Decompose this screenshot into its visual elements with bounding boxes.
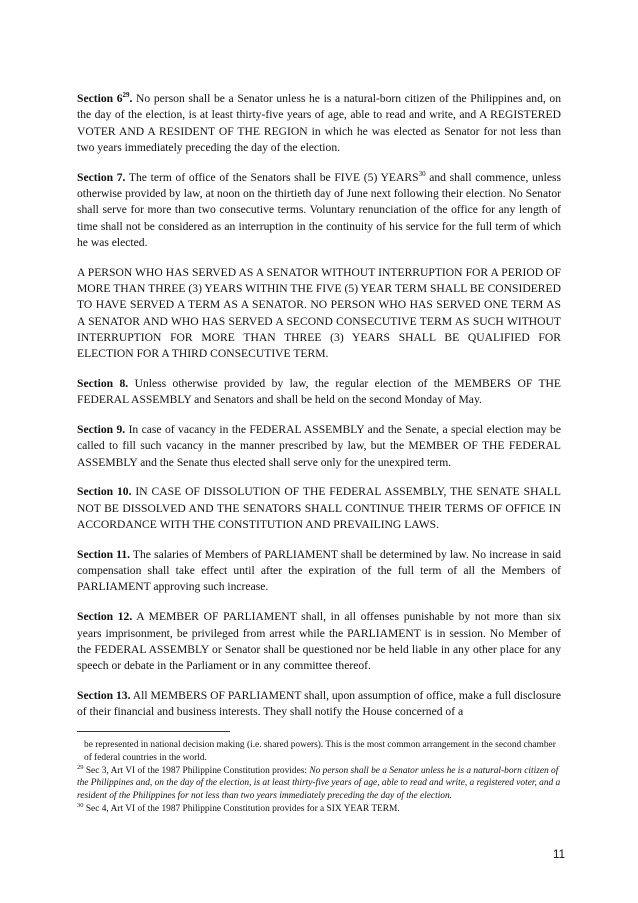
senator-term-paragraph: A PERSON WHO HAS SERVED AS A SENATOR WITHOUT INTERRUPTION FOR A PERIOD OF MORE THAN THREE (3) YEARS WITHIN THE FIVE (5) YEAR TERM SHALL BE CONSIDERED TO HAVE SERVED A TERM AS A SENATOR. NO PERSON WHO HAS SERVED ONE TERM AS A SENATOR AND WHO HAS SERVED A SECOND CONSECUTIVE TERM AS SUCH WITHOUT INTERRUPTION FOR MORE THAN THREE (3) YEARS SHALL BE QUALIFIED FOR ELECTION FOR A THIRD CONSECUTIVE TERM. [77, 265, 561, 361]
section-7-text-b: and shall commence, unless otherwise provided by law, at noon on the thirtieth day of June next following their election. No Senator shall serve for more than two consecutive terms. Voluntary renunciation of the office for any length of time shall not be considered as an interruption in the continuity of his service for the full term of which he was elected. [77, 170, 561, 249]
section-13 [77, 688, 561, 721]
footnote-30-text: Sec 4, Art VI of the 1987 Philippine Constitution provides for a SIX YEAR TERM. [83, 803, 400, 814]
footnote-29-quote: No person shall be a Senator unless he is a natural-born citizen of the Philippines and, on the day of the election, is at least thirty-five years of age, able to read and write, a registered voter, and a resident of the Philippines for not less than two years immediately preceding the day of the election. [77, 765, 561, 802]
section-7-heading: Section 7. [77, 170, 126, 184]
section-7-text-a: The term of office of the Senators shall be FIVE (5) YEARS [125, 170, 419, 184]
section-6-heading: Section $6^{29}$. [77, 91, 133, 105]
section-13-heading: Section 13. [77, 688, 131, 702]
section-11 [77, 547, 561, 596]
section-6-text: No person shall be a Senator unless he is a natural-born citizen of the Philippines and, on the day of the election, is at least thirty-five years of age, able to read and write, and A REGISTERED VOTER AND A RESIDENT OF THE REGION in which he was elected as Senator for not less than two years immediately preceding the day of the election. [77, 92, 561, 154]
page-number: 11 [553, 849, 565, 861]
footnotes [77, 739, 563, 816]
section-8 [77, 376, 561, 409]
section-9 [77, 422, 561, 471]
footnote-29-mark: 29 [77, 763, 84, 771]
section-8-text: Unless otherwise provided by law, the regular election of the MEMBERS OF THE FEDERAL ASSEMBLY and Senators and shall be held on the second Monday of May. [77, 376, 561, 407]
footnote-30 [77, 803, 563, 816]
footnote-ref-29[interactable]: 29 [122, 91, 130, 100]
footnote-ref-30[interactable]: 30 [418, 169, 426, 178]
section-11-heading: Section 11. [77, 547, 131, 561]
footnote-carryover: be represented in national decision making (i.e. shared powers). This is the most common arrangement in the second chamber of federal countries in the world. [84, 740, 556, 763]
section-10-text: IN CASE OF DISSOLUTION OF THE FEDERAL ASSEMBLY, THE SENATE SHALL NOT BE DISSOLVED AND THE SENATORS SHALL CONTINUE THEIR TERMS OF OFFICE IN ACCORDANCE WITH THE CONSTITUTION AND PREVAILING LAWS. [77, 485, 561, 532]
section-7 [77, 170, 561, 251]
footnote-29 [77, 765, 563, 803]
footnote-30-mark: 30 [77, 801, 84, 809]
section-12-heading: Section 12. [77, 610, 133, 624]
body-text [77, 91, 561, 734]
section-12-text: A MEMBER OF PARLIAMENT shall, in all offenses punishable by not more than six years imprisonment, be privileged from arrest while the PARLIAMENT is in session. No Member of the FEDERAL ASSEMBLY or Senator shall be questioned nor be held liable in any other place for any speech or debate in the Parliament or in any committee thereof. [77, 610, 561, 673]
section-8-heading: Section 8. [77, 376, 129, 390]
footnote-divider [77, 731, 230, 732]
section-9-text: In case of vacancy in the FEDERAL ASSEMBLY and the Senate, a special election may be called to fill such vacancy in the manner prescribed by law, but the MEMBER OF THE FEDERAL ASSEMBLY and the Senate thus elected shall serve only for the unexpired term. [77, 423, 561, 469]
section-10-heading: Section 10. [77, 485, 132, 499]
section-6 [77, 91, 561, 156]
section-10 [77, 484, 561, 533]
section-11-text: The salaries of Members of PARLIAMENT shall be determined by law. No increase in said compensation shall take effect until after the expiration of the full term of all the Members of PARLIAMENT approving such increase. [77, 547, 561, 594]
section-12 [77, 609, 561, 674]
section-9-heading: Section 9. [77, 423, 126, 437]
footnote-29-lead: Sec 3, Art VI of the 1987 Philippine Constitution provides: [83, 765, 310, 776]
section-13-text: All MEMBERS OF PARLIAMENT shall, upon assumption of office, make a full disclosure of their financial and business interests. They shall notify the House concerned of a [77, 688, 561, 719]
